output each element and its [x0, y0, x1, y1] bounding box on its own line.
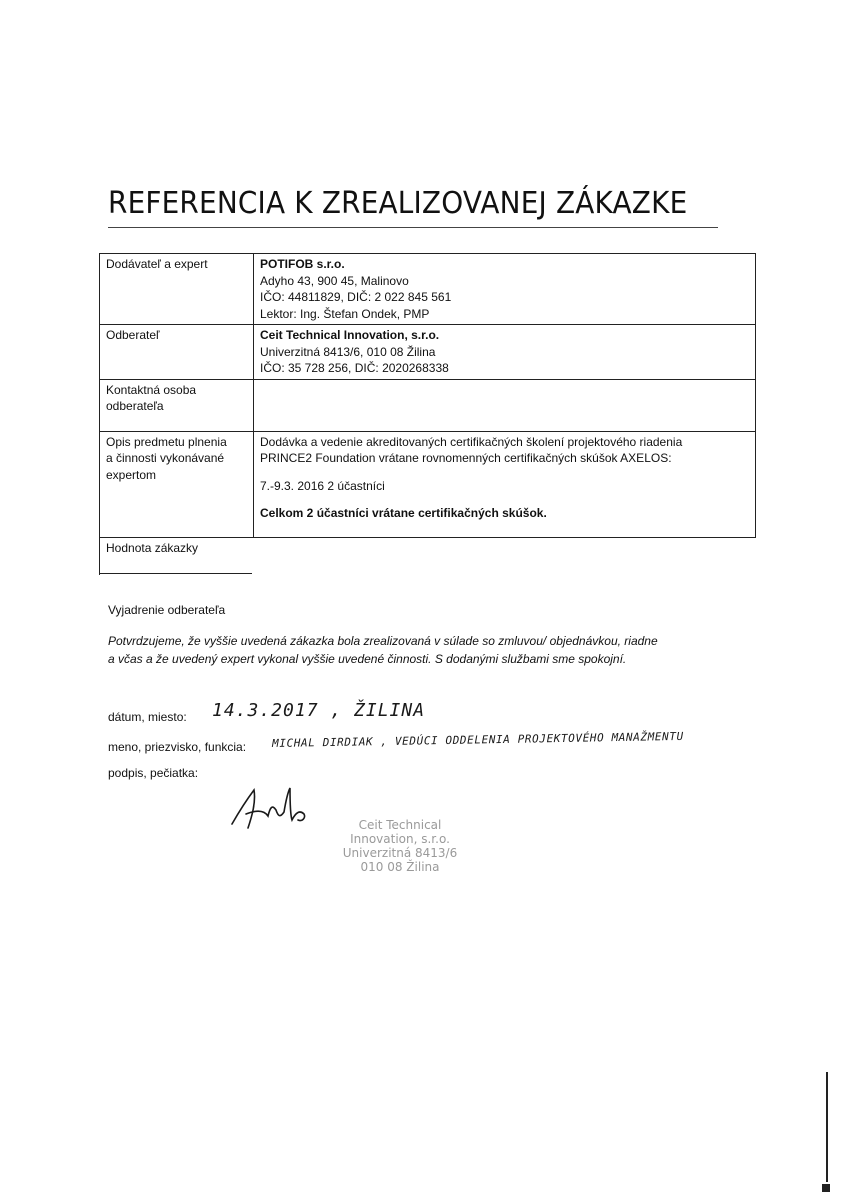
customer-ids: IČO: 35 728 256, DIČ: 2020268338	[260, 361, 449, 375]
description-label-line-1: Opis predmetu plnenia	[106, 434, 227, 449]
contact-label-line-2: odberateľa	[106, 399, 164, 413]
row-value-supplier	[254, 254, 756, 325]
scan-corner-mark	[822, 1184, 830, 1192]
customer-name: Ceit Technical Innovation, s.r.o.	[260, 328, 440, 342]
description-total: Celkom 2 účastníci vrátane certifikačných skúšok.	[260, 506, 547, 520]
supplier-lecturer: Lektor: Ing. Štefan Ondek, PMP	[260, 306, 430, 321]
row-label-supplier: Dodávateľ a expert	[100, 254, 254, 325]
customer-address: Univerzitná 8413/6, 010 08 Žilina	[260, 344, 436, 359]
row-value-contact	[254, 379, 756, 431]
stamp-line-4: 010 08 Žilina	[360, 860, 440, 874]
supplier-ids: IČO: 44811829, DIČ: 2 022 845 561	[260, 290, 452, 304]
table-row	[100, 537, 756, 575]
statement-line-2: a včas a že uvedený expert vykonal vyššie uvedené činnosti. S dodanými službami sme spokojní.	[108, 652, 627, 666]
description-line-2: PRINCE2 Foundation vrátane rovnomenných certifikačných skúšok AXELOS:	[260, 451, 672, 465]
signature-label: podpis, pečiatka:	[108, 766, 199, 780]
description-label-line-2: a činnosti vykonávané	[106, 451, 225, 465]
scan-edge-mark	[826, 1072, 828, 1182]
title-underline	[108, 227, 718, 228]
row-value-description	[254, 431, 756, 537]
row-label-contact	[100, 379, 254, 431]
row-value-value	[254, 537, 756, 575]
document-title: REFERENCIA K ZREALIZOVANEJ ZÁKAZKE	[108, 186, 688, 221]
row-value-customer	[254, 325, 756, 380]
row-label-description	[100, 431, 254, 537]
stamp-line-3: Univerzitná 8413/6	[342, 846, 458, 860]
description-dates: 7.-9.3. 2016 2 účastníci	[260, 478, 385, 493]
contact-label-line-1: Kontaktná osoba	[106, 382, 197, 397]
description-line-1: Dodávka a vedenie akreditovaných certifikačných školení projektového riadenia	[260, 434, 683, 449]
row-label-value: Hodnota zákazky	[100, 537, 254, 575]
statement-heading: Vyjadrenie odberateľa	[108, 603, 226, 617]
table-bottom-rule	[99, 573, 252, 574]
row-label-customer: Odberateľ	[100, 325, 254, 380]
date-value: 14.3.2017 , ŽILINA	[212, 700, 426, 721]
statement-line-1: Potvrdzujeme, že vyššie uvedená zákazka bola zrealizovaná v súlade so zmluvou/ objednávkou, riadne	[108, 634, 658, 648]
stamp-line-1: Ceit Technical	[358, 818, 442, 832]
name-label: meno, priezvisko, funkcia:	[108, 740, 247, 754]
table-row	[100, 254, 756, 325]
table-row	[100, 325, 756, 380]
reference-table	[99, 253, 756, 575]
name-value: MICHAL DIRDIAK , VEDÚCI ODDELENIA PROJEKTOVÉHO MANAŽMENTU	[272, 729, 684, 750]
date-label: dátum, miesto:	[108, 710, 187, 724]
table-row	[100, 379, 756, 431]
description-label-line-3: expertom	[106, 467, 157, 482]
supplier-address: Adyho 43, 900 45, Malinovo	[260, 273, 409, 288]
company-stamp	[300, 818, 500, 874]
table-row	[100, 431, 756, 537]
supplier-name: POTIFOB s.r.o.	[260, 257, 345, 271]
statement-text	[108, 632, 658, 668]
stamp-line-2: Innovation, s.r.o.	[350, 832, 450, 846]
